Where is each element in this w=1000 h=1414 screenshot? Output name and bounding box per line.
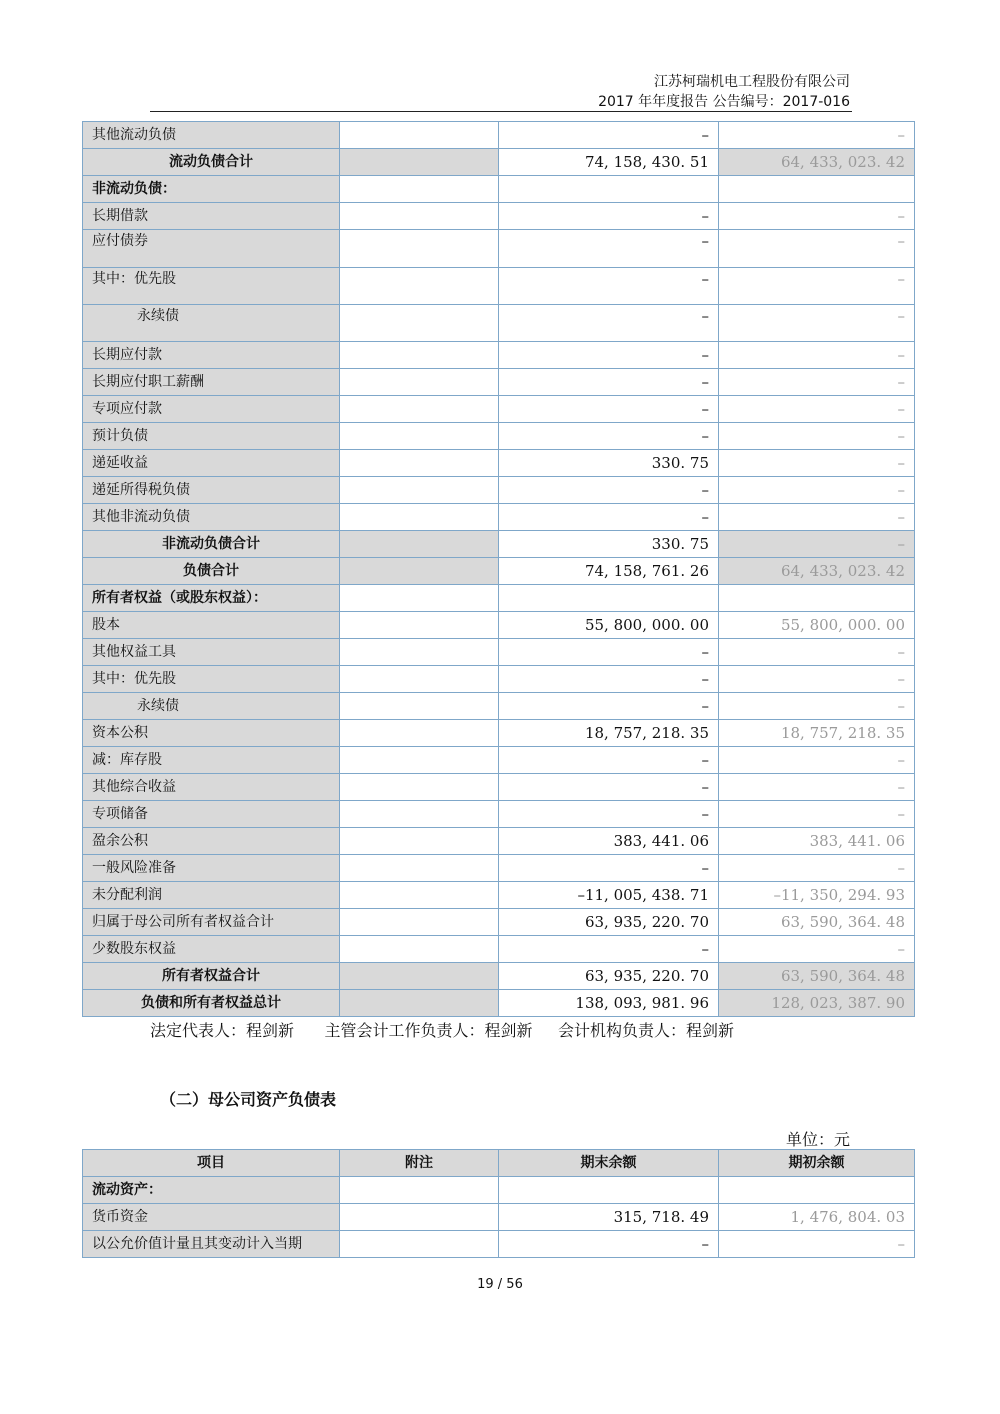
row-note [340,230,499,268]
header-opening-balance: 期初余额 [719,1150,915,1177]
row-note [340,639,499,666]
table-row [83,612,915,639]
row-item-label: 永续债 [83,305,340,342]
table-row [83,305,915,342]
row-note [340,801,499,828]
row-item-label: 流动负债合计 [83,149,340,176]
row-note [340,747,499,774]
row-note [340,369,499,396]
row-note [340,936,499,963]
row-opening-balance: – [719,666,915,693]
table-row [83,774,915,801]
row-closing-balance: – [499,747,719,774]
table-header-row [83,1150,915,1177]
row-opening-balance: 55, 800, 000. 00 [719,612,915,639]
header-company: 江苏柯瑞机电工程股份有限公司 [654,74,850,90]
row-closing-balance: – [499,639,719,666]
row-closing-balance: 74, 158, 761. 26 [499,558,719,585]
row-item-label: 股本 [83,612,340,639]
row-opening-balance: – [719,122,915,149]
row-closing-balance: – [499,1231,719,1258]
row-item-label: 专项应付款 [83,396,340,423]
row-opening-balance: – [719,855,915,882]
row-closing-balance: – [499,305,719,342]
row-note [340,855,499,882]
row-item-label: 应付债券 [83,230,340,268]
header-item: 项目 [83,1150,340,1177]
row-opening-balance: – [719,423,915,450]
table-row [83,149,915,176]
row-note [340,1204,499,1231]
row-opening-balance: 63, 590, 364. 48 [719,963,915,990]
row-item-label: 非流动负债合计 [83,531,340,558]
row-closing-balance: – [499,396,719,423]
row-closing-balance: 315, 718. 49 [499,1204,719,1231]
row-closing-balance [499,176,719,203]
row-opening-balance [719,1177,915,1204]
row-note [340,423,499,450]
row-opening-balance: – [719,1231,915,1258]
row-opening-balance: – [719,268,915,305]
row-closing-balance: 330. 75 [499,531,719,558]
row-closing-balance: – [499,423,719,450]
row-opening-balance: 1, 476, 804. 03 [719,1204,915,1231]
row-item-label: 其他非流动负债 [83,504,340,531]
row-opening-balance: – [719,450,915,477]
row-item-label: 其他权益工具 [83,639,340,666]
row-closing-balance: – [499,342,719,369]
row-opening-balance: – [719,504,915,531]
table-row [83,342,915,369]
row-item-label: 少数股东权益 [83,936,340,963]
row-closing-balance: – [499,855,719,882]
row-closing-balance: 74, 158, 430. 51 [499,149,719,176]
row-opening-balance: 383, 441. 06 [719,828,915,855]
table-row [83,882,915,909]
row-item-label: 未分配利润 [83,882,340,909]
row-item-label: 减：库存股 [83,747,340,774]
row-note [340,693,499,720]
row-note [340,450,499,477]
table-row [83,585,915,612]
row-note [340,268,499,305]
row-closing-balance: – [499,774,719,801]
row-closing-balance: – [499,369,719,396]
row-note [340,774,499,801]
row-note [340,828,499,855]
row-note [340,720,499,747]
row-item-label: 负债和所有者权益总计 [83,990,340,1017]
row-note [340,612,499,639]
table-row [83,801,915,828]
row-opening-balance: 128, 023, 387. 90 [719,990,915,1017]
row-item-label: 递延所得税负债 [83,477,340,504]
row-note [340,504,499,531]
row-note [340,558,499,585]
row-opening-balance: – [719,369,915,396]
table-row [83,963,915,990]
balance-sheet-table-continued [82,121,915,1017]
table-row [83,531,915,558]
row-note [340,1231,499,1258]
row-opening-balance: 64, 433, 023. 42 [719,149,915,176]
row-item-label: 归属于母公司所有者权益合计 [83,909,340,936]
row-opening-balance: – [719,203,915,230]
row-note [340,477,499,504]
header-note: 附注 [340,1150,499,1177]
table-row [83,423,915,450]
header-rule [150,111,852,112]
row-note [340,305,499,342]
row-closing-balance: – [499,693,719,720]
row-closing-balance: 18, 757, 218. 35 [499,720,719,747]
table-row [83,504,915,531]
row-item-label: 其中：优先股 [83,666,340,693]
row-closing-balance [499,1177,719,1204]
row-opening-balance: 63, 590, 364. 48 [719,909,915,936]
row-item-label: 负债合计 [83,558,340,585]
table-row [83,990,915,1017]
row-opening-balance: 64, 433, 023. 42 [719,558,915,585]
row-closing-balance: 383, 441. 06 [499,828,719,855]
row-closing-balance: – [499,230,719,268]
row-opening-balance: – [719,396,915,423]
row-opening-balance: – [719,693,915,720]
row-closing-balance: – [499,122,719,149]
row-item-label: 非流动负债： [83,176,340,203]
table-row [83,230,915,268]
header-report-info: 2017 年年度报告 公告编号：2017-016 [598,94,850,110]
row-opening-balance: – [719,342,915,369]
row-item-label: 流动资产： [83,1177,340,1204]
row-note [340,342,499,369]
table-row [83,693,915,720]
row-note [340,1177,499,1204]
row-item-label: 其他综合收益 [83,774,340,801]
row-closing-balance: – [499,801,719,828]
row-item-label: 以公允价值计量且其变动计入当期 [83,1231,340,1258]
row-closing-balance: – [499,477,719,504]
row-closing-balance: – [499,666,719,693]
table-row [83,747,915,774]
row-item-label: 货币资金 [83,1204,340,1231]
table-row [83,720,915,747]
row-note [340,203,499,230]
table-row [83,203,915,230]
row-item-label: 长期应付职工薪酬 [83,369,340,396]
section-title: （二）母公司资产负债表 [160,1090,337,1109]
parent-balance-sheet-table [82,1149,915,1258]
row-item-label: 其他流动负债 [83,122,340,149]
row-opening-balance: – [719,477,915,504]
table-row [83,828,915,855]
unit-label: 单位：元 [785,1130,850,1149]
table-row [83,666,915,693]
row-item-label: 预计负债 [83,423,340,450]
row-opening-balance [719,585,915,612]
row-note [340,176,499,203]
row-note [340,666,499,693]
row-closing-balance: – [499,504,719,531]
table-row [83,909,915,936]
row-closing-balance: – [499,203,719,230]
row-opening-balance: – [719,747,915,774]
table-row [83,1231,915,1258]
table-row [83,1177,915,1204]
row-opening-balance: – [719,305,915,342]
row-item-label: 专项储备 [83,801,340,828]
row-closing-balance: 138, 093, 981. 96 [499,990,719,1017]
row-item-label: 长期应付款 [83,342,340,369]
row-opening-balance: – [719,774,915,801]
row-closing-balance [499,585,719,612]
table-row [83,396,915,423]
row-note [340,122,499,149]
row-opening-balance: 18, 757, 218. 35 [719,720,915,747]
row-item-label: 长期借款 [83,203,340,230]
row-item-label: 盈余公积 [83,828,340,855]
header-closing-balance: 期末余额 [499,1150,719,1177]
row-item-label: 所有者权益（或股东权益）： [83,585,340,612]
row-closing-balance: – [499,268,719,305]
row-note [340,149,499,176]
page-number: 19 / 56 [477,1277,523,1292]
row-closing-balance: –11, 005, 438. 71 [499,882,719,909]
table-row [83,369,915,396]
table-row [83,936,915,963]
table-row [83,176,915,203]
row-item-label: 其中：优先股 [83,268,340,305]
row-note [340,909,499,936]
row-note [340,963,499,990]
table-row [83,855,915,882]
row-opening-balance: – [719,936,915,963]
row-opening-balance [719,176,915,203]
row-closing-balance: 63, 935, 220. 70 [499,963,719,990]
table-row [83,268,915,305]
row-closing-balance: 63, 935, 220. 70 [499,909,719,936]
row-note [340,585,499,612]
row-note [340,882,499,909]
row-item-label: 所有者权益合计 [83,963,340,990]
row-item-label: 资本公积 [83,720,340,747]
row-opening-balance: –11, 350, 294. 93 [719,882,915,909]
table-row [83,477,915,504]
table-row [83,450,915,477]
row-item-label: 一般风险准备 [83,855,340,882]
row-opening-balance: – [719,639,915,666]
row-item-label: 永续债 [83,693,340,720]
table-row [83,558,915,585]
row-item-label: 递延收益 [83,450,340,477]
row-note [340,396,499,423]
row-note [340,531,499,558]
row-opening-balance: – [719,230,915,268]
row-closing-balance: 330. 75 [499,450,719,477]
table-row [83,1204,915,1231]
row-note [340,990,499,1017]
table-row [83,639,915,666]
signature-line: 法定代表人：程剑新 主管会计工作负责人：程剑新 会计机构负责人：程剑新 [150,1021,734,1040]
row-opening-balance: – [719,801,915,828]
row-closing-balance: 55, 800, 000. 00 [499,612,719,639]
row-closing-balance: – [499,936,719,963]
table-row [83,122,915,149]
row-opening-balance: – [719,531,915,558]
